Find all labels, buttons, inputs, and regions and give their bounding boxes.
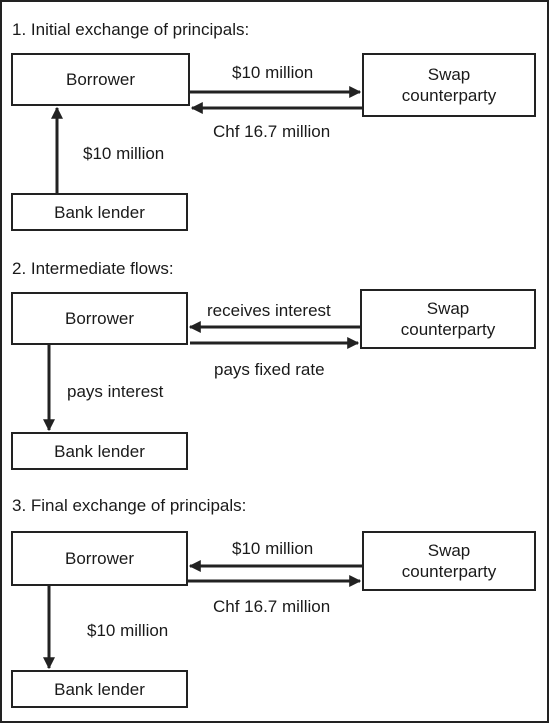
section-2-swap-line2: counterparty	[400, 320, 496, 339]
section-2-flow-to-swap-label: pays fixed rate	[214, 360, 325, 379]
section-1-flow-from-bank-label: $10 million	[83, 144, 165, 163]
section-3-bank-lender-box	[11, 670, 188, 708]
section-1-flow-to-borrower-label: Chf 16.7 million	[213, 122, 331, 141]
section-2-swap-line1: Swap	[426, 299, 470, 318]
section-2-flow-to-bank-label: pays interest	[67, 382, 164, 401]
section-1-borrower-box	[11, 53, 190, 106]
section-2-title: 2. Intermediate flows:	[12, 259, 174, 278]
section-3-title: 3. Final exchange of principals:	[12, 496, 247, 515]
section-1-flow-to-swap-label: $10 million	[232, 63, 314, 82]
section-3-bank-label: Bank lender	[54, 679, 145, 699]
section-3-borrower-box	[11, 531, 188, 586]
section-3-swap-line1: Swap	[427, 541, 471, 560]
section-2-bank-label: Bank lender	[54, 441, 145, 461]
section-1-swap-line1: Swap	[427, 65, 471, 84]
section-3-swap-label	[402, 540, 497, 582]
section-3-flow-to-borrower-label: $10 million	[232, 539, 314, 558]
section-2-swap-counterparty-box	[360, 289, 536, 349]
section-1-swap-line2: counterparty	[401, 86, 497, 105]
section-1-swap-counterparty-box	[362, 53, 536, 117]
section-3-swap-counterparty-box	[362, 531, 536, 591]
section-3-flow-to-swap-label: Chf 16.7 million	[213, 597, 331, 616]
section-2-swap-label	[401, 298, 496, 340]
section-2-borrower-box	[11, 292, 188, 345]
section-2-flow-to-borrower-label: receives interest	[207, 301, 331, 320]
section-1-borrower-label: Borrower	[66, 70, 135, 89]
section-3-borrower-label: Borrower	[65, 549, 134, 568]
section-2-borrower-label: Borrower	[65, 309, 134, 328]
section-1-swap-label	[402, 64, 497, 106]
section-2-bank-lender-box	[11, 432, 188, 470]
section-1-title: 1. Initial exchange of principals:	[12, 20, 250, 39]
section-3-flow-to-bank-label: $10 million	[87, 621, 169, 640]
section-1-bank-label: Bank lender	[54, 202, 145, 222]
section-1-bank-lender-box	[11, 193, 188, 231]
section-3-swap-line2: counterparty	[401, 562, 497, 581]
